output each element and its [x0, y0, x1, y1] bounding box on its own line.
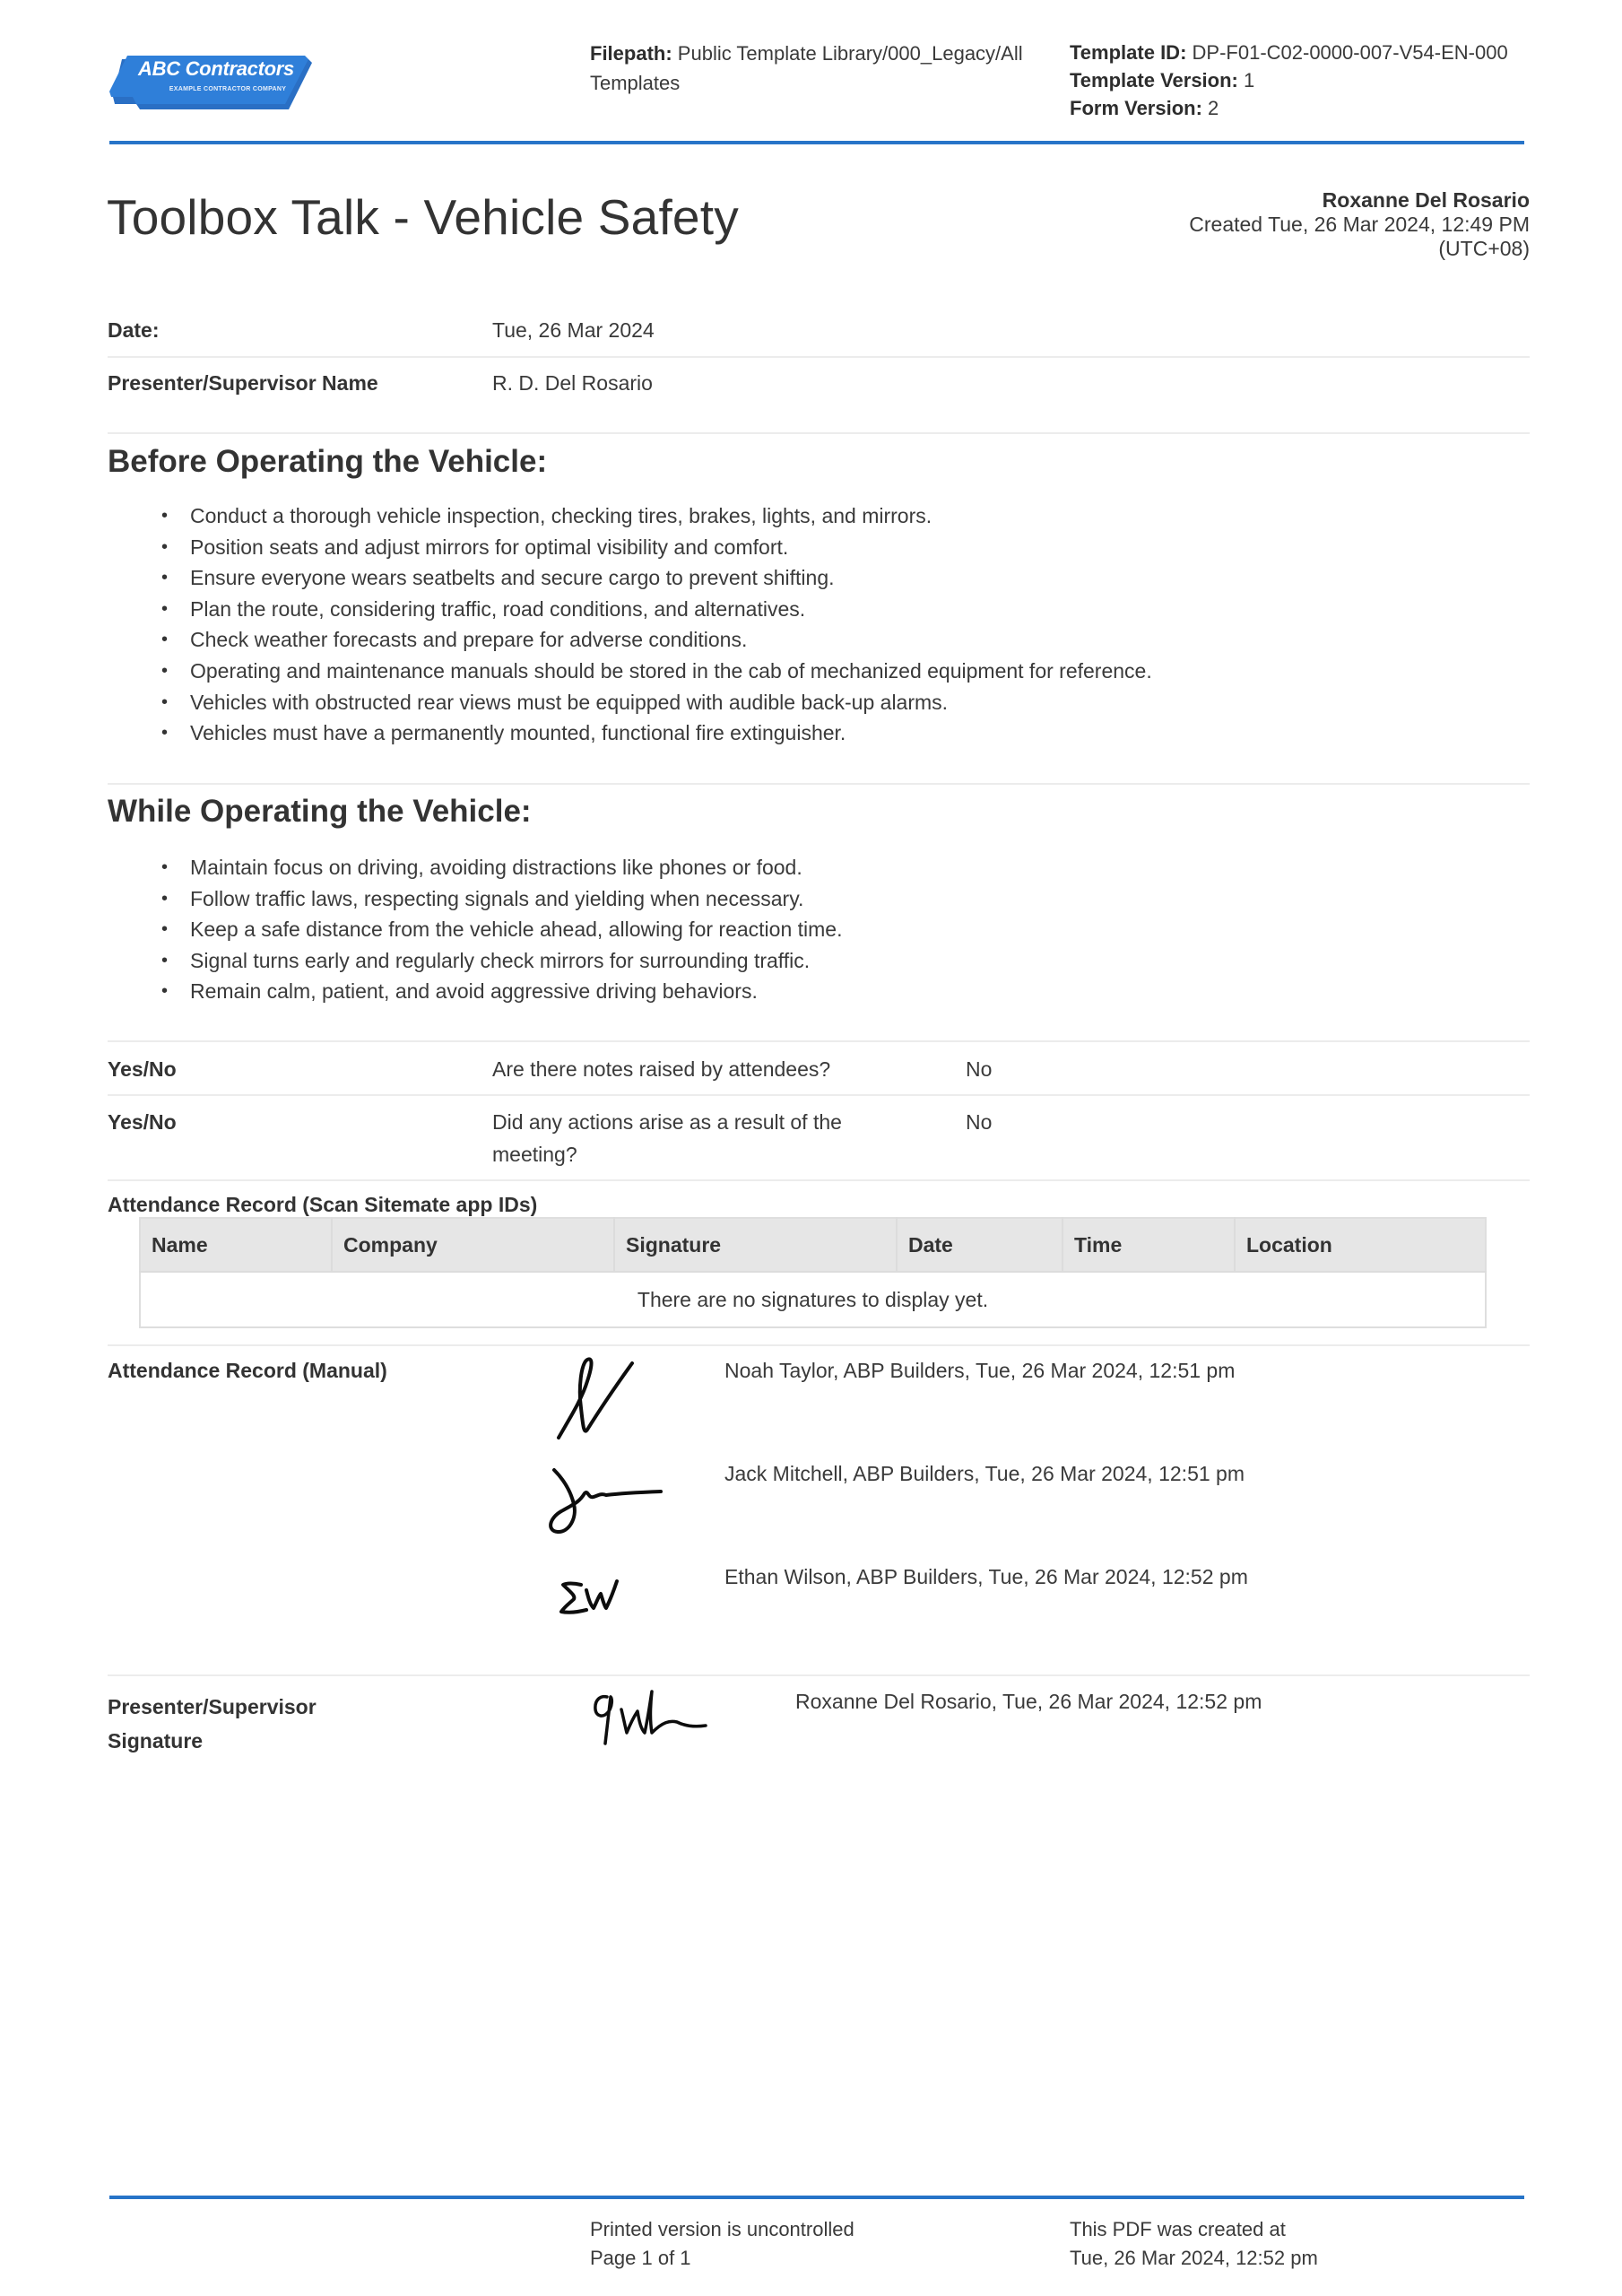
pdf-created-timestamp: Tue, 26 Mar 2024, 12:52 pm	[1070, 2247, 1318, 2269]
section-title-while-operating: While Operating the Vehicle:	[108, 794, 532, 829]
row-divider	[108, 356, 1530, 358]
presenter-signature-label-line: Signature	[108, 1729, 204, 1752]
signature-ethan-wilson	[556, 1574, 623, 1619]
signature-jack-mitchell	[547, 1466, 664, 1538]
question-text: Are there notes raised by attendees?	[492, 1057, 831, 1081]
row-divider	[108, 1344, 1530, 1346]
list-item: • Vehicles with obstructed rear views must be equipped with audible back-up alarms.	[108, 687, 1152, 718]
page-title: Toolbox Talk - Vehicle Safety	[107, 189, 739, 245]
section-divider	[108, 783, 1530, 785]
before-operating-list	[108, 500, 1152, 749]
section-title-before-operating: Before Operating the Vehicle:	[108, 444, 548, 479]
logo-subtitle: EXAMPLE CONTRACTOR COMPANY	[169, 86, 287, 92]
header-divider	[109, 141, 1524, 144]
attendance-scan-table	[139, 1217, 1487, 1328]
filepath-value-continued: Templates	[590, 72, 681, 94]
list-item: • Plan the route, considering traffic, road conditions, and alternatives.	[108, 594, 1152, 625]
question-text-line: meeting?	[492, 1143, 577, 1166]
footer-left-block	[590, 2215, 854, 2273]
row-divider	[108, 1094, 1530, 1096]
author-block	[1189, 188, 1530, 261]
column-header-company: Company	[332, 1218, 614, 1272]
list-item: • Operating and maintenance manuals should be stored in the cab of mechanized equipment for reference.	[108, 656, 1152, 687]
list-item: • Maintain focus on driving, avoiding distractions like phones or food.	[108, 852, 842, 883]
template-version-value: 1	[1244, 69, 1255, 91]
list-item: • Conduct a thorough vehicle inspection, checking tires, brakes, lights, and mirrors.	[108, 500, 1152, 532]
question-type-label: Yes/No	[108, 1057, 177, 1081]
list-item: • Follow traffic laws, respecting signals and yielding when necessary.	[108, 883, 842, 915]
row-divider	[108, 1674, 1530, 1676]
filepath-label: Filepath:	[590, 42, 672, 65]
date-label: Date:	[108, 318, 160, 342]
question-text-line: Did any actions arise as a result of the	[492, 1110, 842, 1134]
question-text	[492, 1106, 842, 1170]
question-answer: No	[966, 1110, 993, 1134]
presenter-name-value: R. D. Del Rosario	[492, 371, 653, 395]
footer-right-block	[1070, 2215, 1318, 2273]
manual-attendee-entry: Jack Mitchell, ABP Builders, Tue, 26 Mar 2024, 12:51 pm	[724, 1462, 1245, 1485]
column-header-date: Date	[897, 1218, 1063, 1272]
column-header-signature: Signature	[614, 1218, 897, 1272]
logo-title: ABC Contractors	[138, 57, 294, 80]
presenter-name-label: Presenter/Supervisor Name	[108, 371, 378, 395]
page-number: Page 1 of 1	[590, 2247, 691, 2269]
section-divider	[108, 1040, 1530, 1042]
date-value: Tue, 26 Mar 2024	[492, 318, 655, 342]
author-name: Roxanne Del Rosario	[1322, 188, 1530, 212]
row-divider	[108, 1179, 1530, 1181]
attendance-manual-label: Attendance Record (Manual)	[108, 1359, 387, 1382]
created-timestamp: Created Tue, 26 Mar 2024, 12:49 PM	[1189, 213, 1530, 236]
list-item: • Check weather forecasts and prepare for adverse conditions.	[108, 624, 1152, 656]
list-item: • Signal turns early and regularly check mirrors for surrounding traffic.	[108, 945, 842, 977]
form-version-label: Form Version:	[1070, 97, 1202, 119]
while-operating-list	[108, 852, 842, 1007]
column-header-location: Location	[1235, 1218, 1486, 1272]
presenter-signature-label	[108, 1690, 317, 1758]
timezone: (UTC+08)	[1438, 237, 1530, 260]
column-header-time: Time	[1063, 1218, 1235, 1272]
uncontrolled-notice: Printed version is uncontrolled	[590, 2218, 854, 2240]
pdf-created-label: This PDF was created at	[1070, 2218, 1286, 2240]
list-item: • Remain calm, patient, and avoid aggressive driving behaviors.	[108, 976, 842, 1007]
attendance-scan-label: Attendance Record (Scan Sitemate app IDs)	[108, 1193, 538, 1216]
company-logo	[109, 54, 314, 111]
empty-table-message: There are no signatures to display yet.	[140, 1272, 1486, 1327]
column-header-name: Name	[140, 1218, 332, 1272]
template-version-label: Template Version:	[1070, 69, 1238, 91]
list-item: • Keep a safe distance from the vehicle ahead, allowing for reaction time.	[108, 914, 842, 945]
template-id-label: Template ID:	[1070, 41, 1187, 64]
signature-roxanne-del-rosario	[587, 1686, 713, 1749]
manual-attendee-entry: Noah Taylor, ABP Builders, Tue, 26 Mar 2024, 12:51 pm	[724, 1359, 1236, 1382]
filepath-value: Public Template Library/000_Legacy/All	[677, 42, 1023, 65]
table-header-row	[140, 1218, 1486, 1272]
signature-noah-taylor	[551, 1354, 641, 1448]
form-version-value: 2	[1208, 97, 1219, 119]
filepath-block	[590, 39, 1056, 98]
presenter-signature-text: Roxanne Del Rosario, Tue, 26 Mar 2024, 12:52 pm	[795, 1690, 1262, 1713]
table-row	[140, 1272, 1486, 1327]
list-item: • Vehicles must have a permanently mounted, functional fire extinguisher.	[108, 718, 1152, 749]
row-divider	[108, 432, 1530, 434]
footer-divider	[109, 2196, 1524, 2199]
template-meta-block	[1070, 39, 1508, 122]
list-item: • Ensure everyone wears seatbelts and secure cargo to prevent shifting.	[108, 562, 1152, 594]
manual-attendee-entry: Ethan Wilson, ABP Builders, Tue, 26 Mar 2024, 12:52 pm	[724, 1565, 1248, 1588]
presenter-signature-label-line: Presenter/Supervisor	[108, 1695, 317, 1718]
question-answer: No	[966, 1057, 993, 1081]
template-id-value: DP-F01-C02-0000-007-V54-EN-000	[1192, 41, 1508, 64]
list-item: • Position seats and adjust mirrors for optimal visibility and comfort.	[108, 532, 1152, 563]
question-type-label: Yes/No	[108, 1110, 177, 1134]
